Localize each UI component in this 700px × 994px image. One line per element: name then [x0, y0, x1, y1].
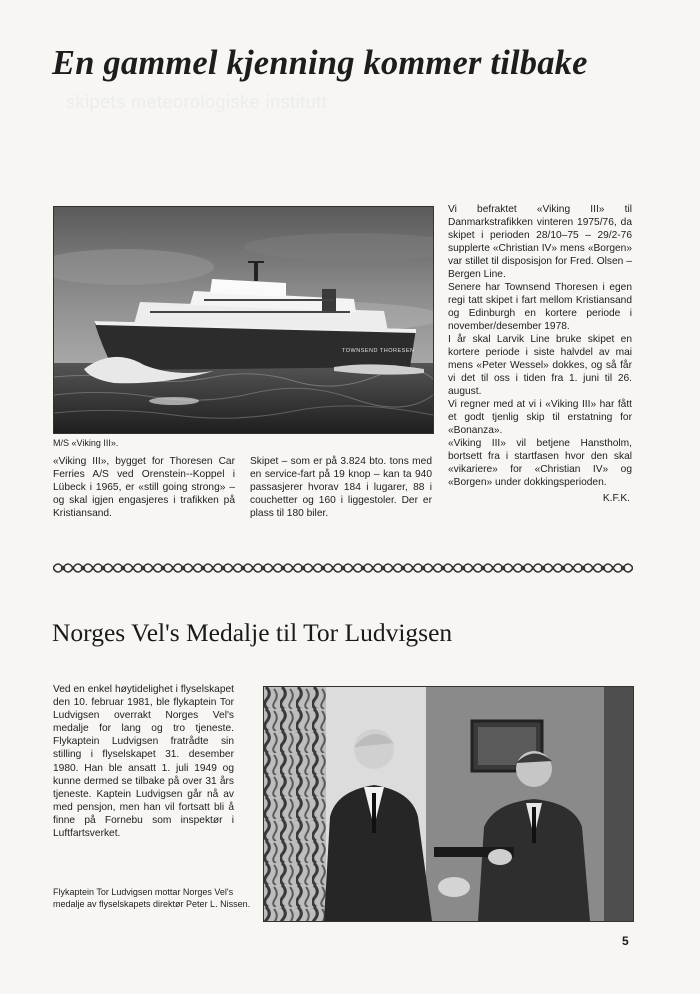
article-headline: En gammel kjenning kommer tilbake [52, 44, 588, 82]
page-number: 5 [622, 934, 629, 948]
paragraph: Senere har Townsend Thoresen i egen regi tatt skipet i fart mellom Kristiansand og Edinburgh en kortere periode i november/desember 1978. [448, 282, 632, 332]
article-column-3 [448, 203, 632, 489]
medal-photo-caption: Flykaptein Tor Ludvigsen mottar Norges Vel's medalje av flyselskapets direktør Peter L. Nissen. [53, 887, 251, 909]
ferry-image [54, 207, 433, 433]
paragraph: I år skal Larvik Line bruke skipet en kortere periode i siste halvdel av mai mens «Peter Wessel» dokkes, og så får vi det til oss i tiden fra 1. juni til 26. august. [448, 334, 632, 397]
hull-lettering: TOWNSEND THORESEN [342, 348, 415, 354]
author-signature: K.F.K. [602, 493, 630, 504]
article-column-1: «Viking III», bygget for Thoresen Car Ferries A/S ved Orenstein--Koppel i Lübeck i 1965, er «still going strong» – og skal igjen engasjeres i trafikken på Kristiansand. [53, 456, 235, 519]
medal-ceremony-photo [263, 686, 634, 922]
article-body: Ved en enkel høytidelighet i flyselskapet den 10. februar 1981, ble flykaptein Tor Ludvigsen overrakt Norges Vel's medalje for lang og tro tjeneste. Flykaptein Ludvigsen fratrådte sin stilling i flyselskapet 31. desember 1980. Han ble ansatt 1. juli 1949 og kunne dermed se tilbake på over 31 års tjeneste. Kaptein Ludvigsen går nå av med pensjon, men han vil fortsatt bli å finne på Fornebu som inspektør i Luftfartsverket. [53, 684, 234, 840]
paragraph: Vi befraktet «Viking III» til Danmarkstrafikken vinteren 1975/76, da skipet i perioden 28/10–75 – 29/2-76 supplerte «Christian IV» mens «Borgen» var stillet til disposisjon for Fred. Olsen – Bergen Line. [448, 204, 632, 280]
article-headline: Norges Vel's Medalje til Tor Ludvigsen [52, 618, 453, 647]
ship-photo [53, 206, 434, 434]
faint-show-through-text: skipets meteorologiske institutt [66, 92, 328, 112]
article-column-2: Skipet – som er på 3.824 bto. tons med en service-fart på 19 knop – kan ta 940 passasjerer hvorav 184 i lugarer, 88 i couchetter og 160 i liggestoler. Der er plass til 180 biler. [250, 456, 432, 519]
paragraph: Vi regner med at vi i «Viking III» har fått et godt tjenlig skip til erstatning for «Bonanza». [448, 399, 632, 436]
ceremony-image [264, 687, 633, 921]
ship-photo-caption: M/S «Viking III». [53, 438, 119, 448]
paragraph: «Viking III» vil betjene Hanstholm, bortsett fra i startfasen hvor den skal «vikariere» for «Christian IV» og «Borgen» under dokkingsperioden. [448, 438, 632, 488]
ornamental-divider [53, 558, 633, 578]
